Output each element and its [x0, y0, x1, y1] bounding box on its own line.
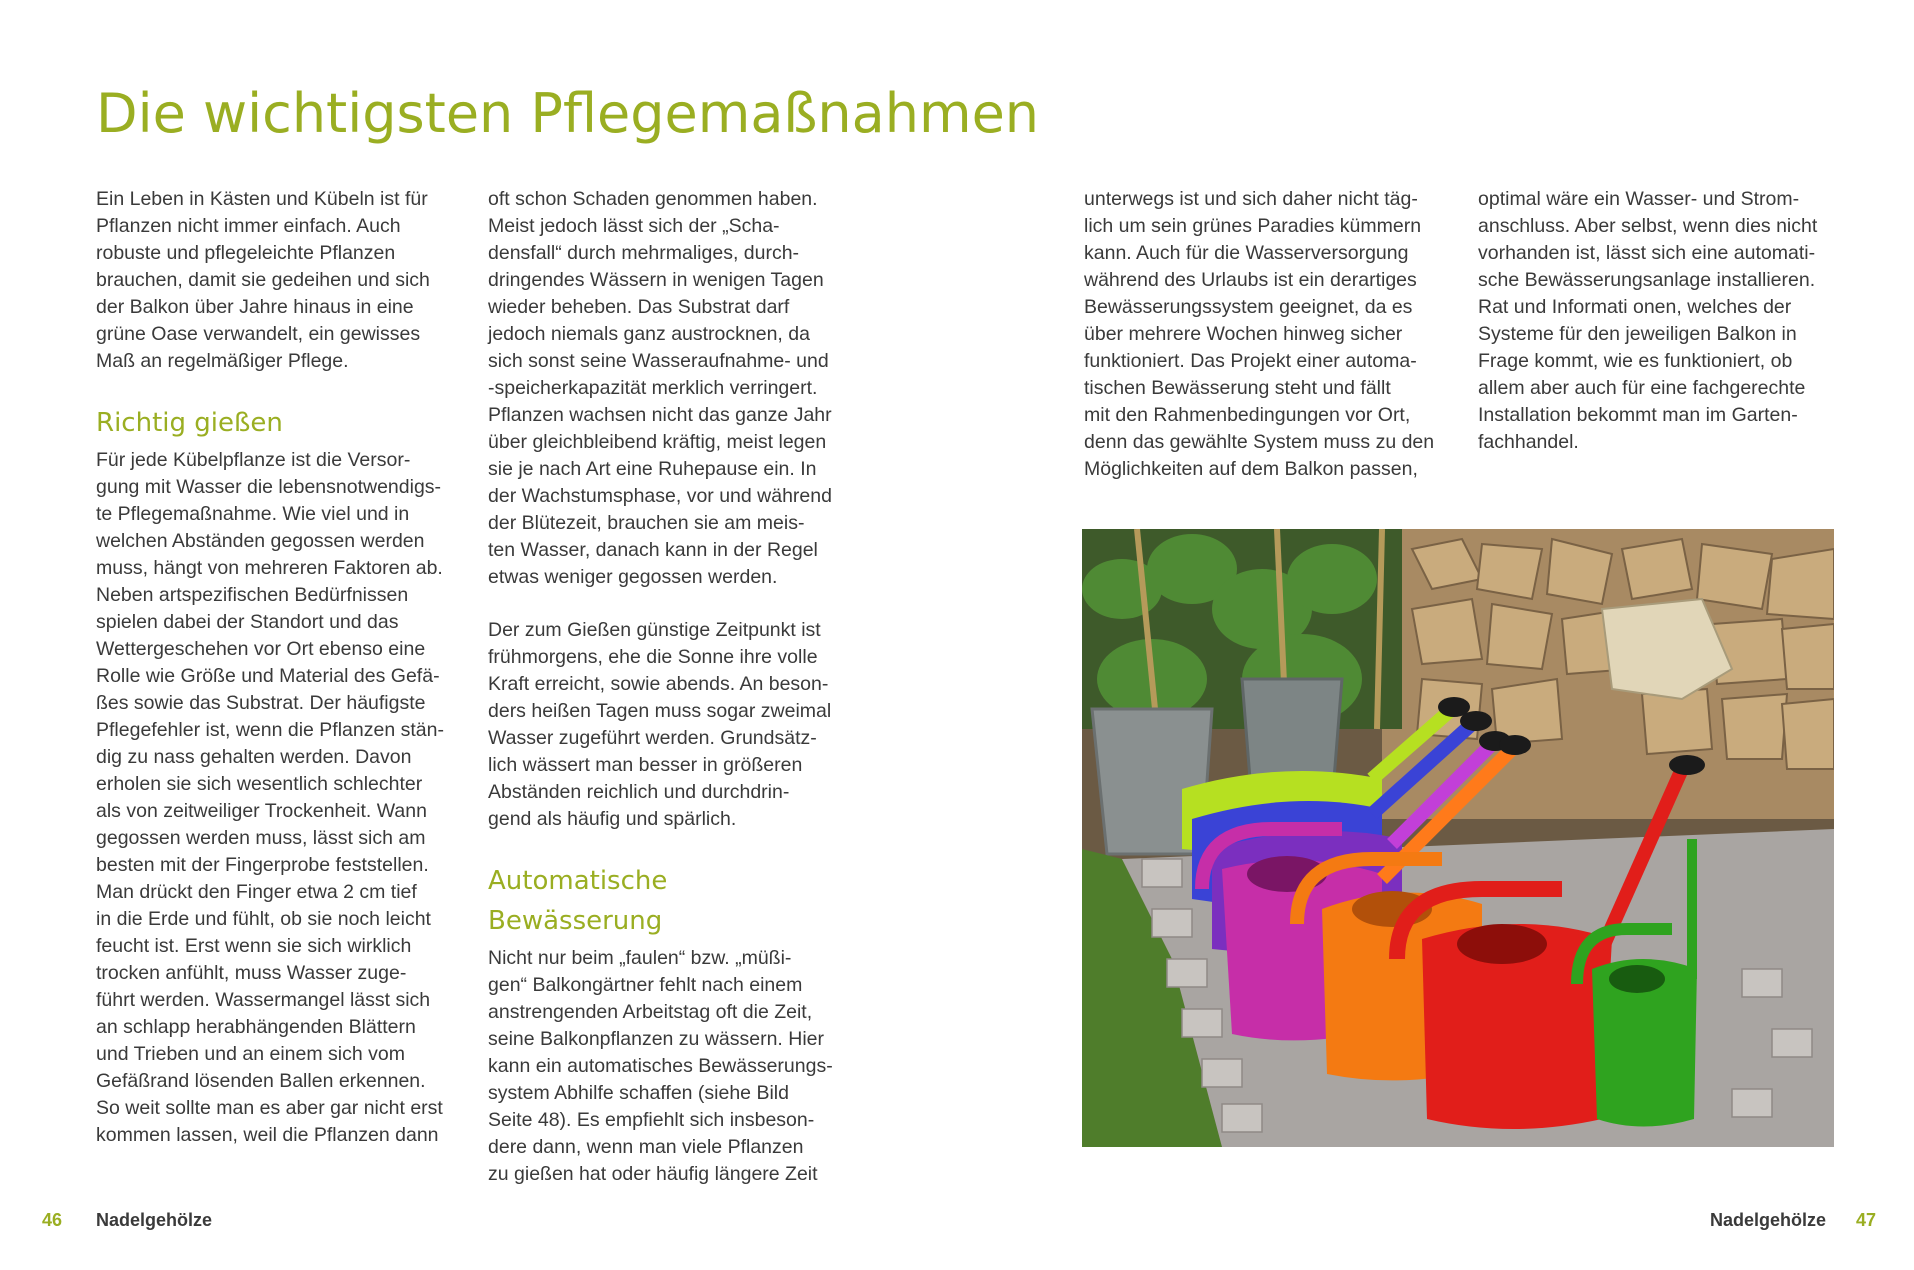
text-line: Meist jedoch lässt sich der „Scha-: [488, 215, 780, 237]
text-line: sche Bewässerungsanlage installieren.: [1478, 269, 1816, 291]
text-line: funktioniert. Das Projekt einer automa-: [1084, 350, 1417, 372]
text-line: als von zeitweiliger Trockenheit. Wann: [96, 800, 427, 822]
text-line: lich wässert man besser in größeren: [488, 754, 803, 776]
text-line: allem aber auch für eine fachgerechte: [1478, 377, 1806, 399]
text-line: Rolle wie Größe und Material des Gefä-: [96, 665, 440, 687]
text-line: dere dann, wenn man viele Pflanzen: [488, 1136, 804, 1158]
text-line: densfall“ durch mehrmaliges, durch-: [488, 242, 800, 264]
text-line: unterwegs ist und sich daher nicht täg-: [1084, 188, 1418, 210]
text-line: kommen lassen, weil die Pflanzen dann: [96, 1124, 439, 1146]
text-line: system Abhilfe schaffen (siehe Bild: [488, 1082, 789, 1104]
text-line: oft schon Schaden genommen haben.: [488, 188, 818, 210]
text-line: sich sonst seine Wasseraufnahme- und: [488, 350, 829, 372]
text-line: jedoch niemals ganz austrocknen, da: [488, 323, 810, 345]
text-line: Kraft erreicht, sowie abends. An beson-: [488, 673, 829, 695]
text-line: Pflegefehler ist, wenn die Pflanzen stän-: [96, 719, 444, 741]
text-line: über mehrere Wochen hinweg sicher: [1084, 323, 1403, 345]
text-line: Nicht nur beim „faulen“ bzw. „müßi-: [488, 947, 792, 969]
text-line: brauchen, damit sie gedeihen und sich: [96, 269, 430, 291]
text-line: mit den Rahmenbedingungen vor Ort,: [1084, 404, 1411, 426]
heading-richtig-giessen: Richtig gießen: [96, 408, 283, 438]
text-line: wieder beheben. Das Substrat darf: [488, 296, 790, 318]
page-number-right: 47: [1856, 1210, 1877, 1230]
text-line: fachhandel.: [1478, 431, 1579, 453]
heading-automatische-bewaesserung: Automatische Bewässerung: [488, 866, 668, 936]
text-line: Abständen reichlich und durchdrin-: [488, 781, 790, 803]
text-line: feucht ist. Erst wenn sie sich wirklich: [96, 935, 412, 957]
column-1: [96, 186, 456, 1149]
text-line: Neben artspezifischen Bedürfnissen: [96, 584, 409, 606]
body-paragraph: [1478, 186, 1838, 456]
watering-cans-illustration: [1082, 529, 1834, 1147]
text-line: gegossen werden muss, lässt sich am: [96, 827, 426, 849]
text-line: erholen sie sich wesentlich schlechter: [96, 773, 423, 795]
text-line: etwas weniger gegossen werden.: [488, 566, 778, 588]
body-paragraph: [488, 945, 848, 1188]
body-paragraph: [488, 617, 848, 833]
text-line: ten Wasser, danach kann in der Regel: [488, 539, 818, 561]
text-line: muss, hängt von mehreren Faktoren ab.: [96, 557, 443, 579]
text-line: kann. Auch für die Wasserversorgung: [1084, 242, 1409, 264]
text-line: welchen Abständen gegossen werden: [96, 530, 425, 552]
text-line: gend als häufig und spärlich.: [488, 808, 737, 830]
text-line: gen“ Balkongärtner fehlt nach einem: [488, 974, 803, 996]
text-line: ßes sowie das Substrat. Der häufigste: [96, 692, 426, 714]
text-line: der Balkon über Jahre hinaus in eine: [96, 296, 414, 318]
text-line: lich um sein grünes Paradies kümmern: [1084, 215, 1422, 237]
text-line: zu gießen hat oder häufig längere Zeit: [488, 1163, 818, 1185]
text-line: der Blütezeit, brauchen sie am meis-: [488, 512, 805, 534]
text-line: Systeme für den jeweiligen Balkon in: [1478, 323, 1797, 345]
text-line: dig zu nass gehalten werden. Davon: [96, 746, 412, 768]
text-line: Möglichkeiten auf dem Balkon passen,: [1084, 458, 1418, 480]
text-line: grüne Oase verwandelt, ein gewisses: [96, 323, 421, 345]
text-line: Der zum Gießen günstige Zeitpunkt ist: [488, 619, 821, 641]
text-line: über gleichbleibend kräftig, meist legen: [488, 431, 827, 453]
watering-cans-photo: [1082, 529, 1834, 1147]
running-footer-right: Nadelgehölze: [1710, 1210, 1827, 1230]
text-line: Frage kommt, wie es funktioniert, ob: [1478, 350, 1793, 372]
text-line: gung mit Wasser die lebensnotwendigs-: [96, 476, 442, 498]
page-number-left: 46: [42, 1210, 63, 1230]
text-line: besten mit der Fingerprobe feststellen.: [96, 854, 429, 876]
text-line: tischen Bewässerung steht und fällt: [1084, 377, 1391, 399]
text-line: robuste und pflegeleichte Pflanzen: [96, 242, 396, 264]
text-line: anschluss. Aber selbst, wenn dies nicht: [1478, 215, 1818, 237]
text-line: spielen dabei der Standort und das: [96, 611, 399, 633]
text-line: Ein Leben in Kästen und Kübeln ist für: [96, 188, 428, 210]
text-line: So weit sollte man es aber gar nicht erst: [96, 1097, 443, 1119]
text-line: frühmorgens, ehe die Sonne ihre volle: [488, 646, 818, 668]
text-line: Maß an regelmäßiger Pflege.: [96, 350, 349, 372]
text-line: Installation bekommt man im Garten-: [1478, 404, 1798, 426]
intro-paragraph: [96, 186, 456, 375]
text-line: Seite 48). Es empfiehlt sich insbeson-: [488, 1109, 815, 1131]
text-line: und Trieben und an einem sich vom: [96, 1043, 405, 1065]
text-line: denn das gewählte System muss zu den: [1084, 431, 1435, 453]
text-line: an schlapp herabhängenden Blättern: [96, 1016, 416, 1038]
text-line: ders heißen Tagen muss sogar zweimal: [488, 700, 832, 722]
text-line: in die Erde und fühlt, ob sie noch leicht: [96, 908, 431, 930]
text-line: Für jede Kübelpflanze ist die Versor-: [96, 449, 411, 471]
text-line: Pflanzen nicht immer einfach. Auch: [96, 215, 401, 237]
text-line: Gefäßrand lösenden Ballen erkennen.: [96, 1070, 426, 1092]
text-line: dringendes Wässern in wenigen Tagen: [488, 269, 824, 291]
text-line: Pflanzen wachsen nicht das ganze Jahr: [488, 404, 832, 426]
text-line: führt werden. Wassermangel lässt sich: [96, 989, 431, 1011]
text-line: kann ein automatisches Bewässerungs-: [488, 1055, 833, 1077]
text-line: optimal wäre ein Wasser- und Strom-: [1478, 188, 1800, 210]
text-line: vorhanden ist, lässt sich eine automati-: [1478, 242, 1816, 264]
body-paragraph: [488, 186, 848, 591]
text-line: seine Balkonpflanzen zu wässern. Hier: [488, 1028, 825, 1050]
running-footer-left: Nadelgehölze: [96, 1210, 213, 1230]
body-paragraph: [1084, 186, 1444, 483]
text-line: trocken anfühlt, muss Wasser zuge-: [96, 962, 407, 984]
text-line: sie je nach Art eine Ruhepause ein. In: [488, 458, 817, 480]
text-line: Wettergeschehen vor Ort ebenso eine: [96, 638, 426, 660]
text-line: Rat und Informati onen, welches der: [1478, 296, 1792, 318]
text-line: Man drückt den Finger etwa 2 cm tief: [96, 881, 417, 903]
text-line: der Wachstumsphase, vor und während: [488, 485, 832, 507]
column-4: [1478, 186, 1838, 456]
column-3: [1084, 186, 1444, 483]
text-line: Wasser zugeführt werden. Grundsätz-: [488, 727, 817, 749]
page-title: Die wichtigsten Pflegemaßnahmen: [96, 82, 1040, 145]
column-2: [488, 186, 848, 1188]
body-paragraph: [96, 447, 456, 1149]
text-line: -speicherkapazität merklich verringert.: [488, 377, 818, 399]
text-line: te Pflegemaßnahme. Wie viel und in: [96, 503, 410, 525]
text-line: Bewässerungssystem geeignet, da es: [1084, 296, 1413, 318]
text-line: anstrengenden Arbeitstag oft die Zeit,: [488, 1001, 813, 1023]
text-line: während des Urlaubs ist ein derartiges: [1084, 269, 1417, 291]
